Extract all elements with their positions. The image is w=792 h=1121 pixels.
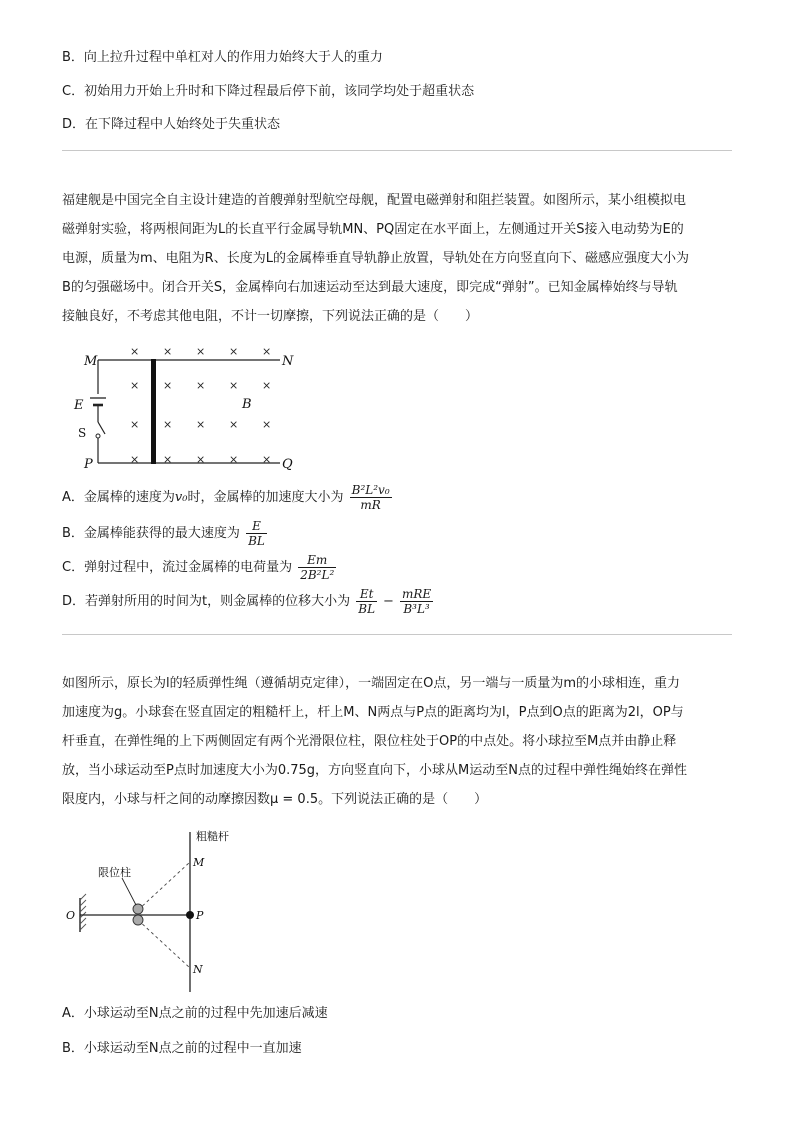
prev-option-c: C．初始用力开始上升时和下降过程最后停下前，该同学均处于超重状态: [62, 84, 475, 99]
field-cross: ×: [262, 345, 272, 358]
field-cross: ×: [196, 453, 206, 466]
label-q: Q: [282, 457, 293, 472]
label-rod: 粗糙杆: [196, 830, 229, 843]
stem-line: 杆垂直，在弹性绳的上下两侧固定有两个光滑限位柱，限位柱处于OP的中点处。将小球拉至M点并由静止释: [62, 734, 677, 749]
fraction: [400, 587, 433, 616]
field-cross: ×: [262, 418, 272, 431]
fraction: [246, 519, 267, 548]
stem-line: B的匀强磁场中。闭合开关S，金属棒向右加速运动至达到最大速度，即完成“弹射”。已知金属棒始终与导轨: [62, 280, 678, 295]
numerator: Em: [307, 553, 328, 567]
stem-line: 磁弹射实验，将两根间距为L的长直平行金属导轨MN、PQ固定在水平面上，左侧通过开关S接入电动势为E的: [62, 222, 684, 237]
stem-line: 如图所示，原长为l的轻质弹性绳（遵循胡克定律），一端固定在O点，另一端与一质量为m的小球相连，重力: [62, 676, 681, 691]
rail-option-c: [62, 553, 338, 582]
label-p: P: [196, 909, 204, 922]
numerator: B²L²v₀: [351, 483, 390, 497]
field-cross: ×: [130, 345, 140, 358]
field-cross: ×: [196, 379, 206, 392]
stem-line: 限度内，小球与杆之间的动摩擦因数μ = 0.5。下列说法正确的是（ ）: [62, 792, 488, 807]
label-o: O: [66, 909, 76, 922]
label-s: S: [78, 426, 87, 440]
label-b: B: [242, 397, 252, 412]
numerator: mRE: [401, 587, 432, 601]
field-cross: ×: [229, 379, 239, 392]
limit-post-upper: [133, 904, 143, 914]
option-text: 时，金属棒的加速度大小为: [187, 490, 344, 505]
divider: [62, 150, 732, 151]
label-e: E: [74, 398, 84, 413]
numerator: E: [252, 519, 261, 533]
stem-line: 加速度为g。小球套在竖直固定的粗糙杆上，杆上M、N两点与P点的距离均为l，P点到O点的距离为2l，OP与: [62, 705, 684, 720]
denominator: BL: [248, 534, 265, 548]
option-text: C．弹射过程中，流过金属棒的电荷量为: [62, 560, 293, 575]
field-cross: ×: [130, 418, 140, 431]
denominator: mR: [350, 497, 392, 512]
metal-rod: [151, 359, 156, 464]
ball: [186, 911, 194, 919]
field-cross: ×: [262, 453, 272, 466]
label-m: M: [193, 856, 205, 869]
prev-option-b: B．向上拉升过程中单杠对人的作用力始终大于人的重力: [62, 50, 383, 65]
option-text: D．若弹射所用的时间为t，则金属棒的位移大小为: [62, 594, 351, 609]
field-cross: ×: [196, 418, 206, 431]
field-cross: ×: [196, 345, 206, 358]
rail-option-b: [62, 519, 269, 548]
field-cross: ×: [229, 453, 239, 466]
denominator: 2B²L²: [300, 568, 335, 582]
label-n: N: [193, 963, 203, 976]
stem-line: 接触良好，不考虑其他电阻，不计一切摩擦，下列说法正确的是（ ）: [62, 309, 479, 324]
field-cross: ×: [163, 453, 173, 466]
field-cross: ×: [130, 379, 140, 392]
spring-option-b: B．小球运动至N点之前的过程中一直加速: [62, 1041, 302, 1056]
option-text: B．金属棒能获得的最大速度为: [62, 526, 240, 541]
switch-s: [98, 422, 105, 434]
fraction: [350, 483, 392, 512]
rail-figure: [62, 342, 302, 474]
spring-question-stem: [62, 669, 734, 814]
spring-option-a: A．小球运动至N点之前的过程中先加速后减速: [62, 1006, 328, 1021]
label-p: P: [84, 457, 93, 472]
stem-line: 放，当小球运动至P点时加速度大小为0.75g，方向竖直向下，小球从M运动至N点的过程中弹性绳始终在弹性: [62, 763, 687, 778]
prev-option-d: D．在下降过程中人始终处于失重状态: [62, 117, 281, 132]
denominator: B³L³: [400, 601, 433, 616]
stem-line: 福建舰是中国完全自主设计建造的首艘弹射型航空母舰，配置电磁弹射和阻拦装置。如图所示，某小组模拟电: [62, 193, 687, 208]
field-cross: ×: [163, 418, 173, 431]
field-cross: ×: [229, 345, 239, 358]
rail-option-d: [62, 587, 435, 616]
stem-line: 电源，质量为m、电阻为R、长度为L的金属棒垂直导轨静止放置，导轨处在方向竖直向下、磁感应强度大小为: [62, 251, 689, 266]
field-cross: ×: [163, 345, 173, 358]
field-cross: ×: [163, 379, 173, 392]
fraction: [356, 587, 377, 616]
field-cross: ×: [262, 379, 272, 392]
minus-sign: −: [383, 594, 394, 609]
math-var: v₀: [174, 490, 188, 505]
option-text: A．金属棒的速度为: [62, 490, 175, 505]
denominator: BL: [358, 602, 376, 616]
field-cross: ×: [130, 453, 140, 466]
field-cross: ×: [229, 418, 239, 431]
numerator: Et: [359, 587, 374, 601]
rail-question-stem: [62, 186, 734, 331]
fraction: [298, 553, 336, 582]
label-m: M: [84, 354, 98, 369]
spring-figure: [62, 828, 242, 996]
label-post: 限位柱: [98, 866, 131, 879]
rail-option-a: [62, 483, 394, 512]
limit-post-lower: [133, 915, 143, 925]
label-n: N: [282, 354, 294, 369]
divider: [62, 634, 732, 635]
